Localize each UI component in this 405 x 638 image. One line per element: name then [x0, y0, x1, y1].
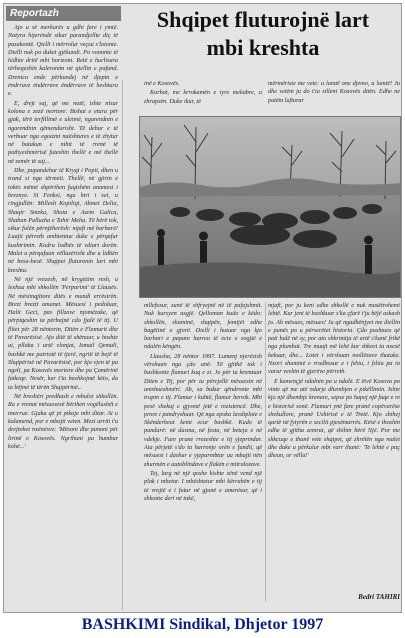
headline-line-1: Shqipet fluturojnë lart — [156, 7, 370, 32]
paragraph: mllefosur, zunë të shfryejnë në të pafajshmit. Nuk kursyen asgjë. Qelloman kudo e këdo: shkollën, shaminë, shqipën, femijët edhe bagëtinë e gjorë. Dielli i hutuar nga kjo barbari e papare harrea të ecte e zogjtë e ndalën këngën. — [144, 302, 262, 351]
article-column-2-top — [144, 80, 262, 112]
photo-image — [140, 117, 401, 298]
article-column-1 — [8, 24, 118, 611]
headline — [126, 6, 400, 74]
article-column-3-bottom — [268, 302, 400, 584]
paragraph: inë e Kosovës. — [144, 80, 180, 87]
funeral-photo — [139, 116, 401, 298]
author-byline: Bedri TAHIRI — [358, 593, 400, 601]
paragraph: Korbat, me krrokamën e tyre mekabre, u zhrapsën. Duke ikur, të — [144, 89, 262, 105]
paragraph: Dhe, pupandehur të Kryqi i Popit, dhen u trand si nga tërmeti. Thellë, në gjirin e tokës mëmë shpërthen fuqishëm anamesi i breznye. Si Fenksi, nga hiri i vet, u ringjallën: Millesh Kopiliqi, Ahmet Delia, Shaqir Smeka, Shota e Azem Galica, Shaban Palluzha e Tahir Meha. Të bërë tok, sikur folën përnjëherësh: mjaft më barbarë! Luajti përreth ambientue duke e përqafur kushtrimin. Kodra lodhës të vdiart dorën. Malet u përqafuan vëllazërisht dhe u lidhën në besa-besë. Shqipet fluturonin lart mbi kreshta. — [8, 167, 118, 274]
paragraph: Në breshëri predhash e mbuloi shkollën. Ra e vrenat mësuesesë bërthen vogëlushët e tmerrue. Gjaku që pi pikoje mbi ditar. Ai u kalamend, por e mbajti veten. Mezi arriti t'u drejtohet nxënësve: 'Mësoni dhe punoni për lirinë e Kosovës. Ngrihuni pa humbur kohë...' — [8, 393, 118, 450]
paragraph: mjaft, por ju keni edhe shkollë e nuk masëtrohemi lehtë. Kur jeni të bashkuar s'ka çfarë t'ju bëjë askush jo. Ah mësues, mësues! Ju që ngadhënjyet me diellin e punës po u përserëtet historia. Çdo pushtues që pati halë në sy, por ato shkrimtja të artë s'kanë frikë nga plumbat. Tre muajt më lehë kur shkovi ta nxesë bekuar, dhe... Lotet i vërshuan mollëzave thatake. Nxori shaminë e rrudhosur e i fshiu, i fshiu pa ia varur veshin të gjerëve përreth. — [268, 302, 400, 376]
headline-line-2: mbi kreshta — [206, 35, 320, 60]
article-column-3-top — [268, 80, 400, 112]
column-rule — [265, 302, 266, 602]
paragraph: E, drejt saj, që me natë, ishte nisur kolona e zezë mortore. Bishat e etura për gjak, tërë terfillimë e uleimë, ngarendnin e ngarendnin qëmendurisht. Të dehur e të verbuar nga egoizmi naështures e të zhytur në batakun e nihit të rrenë të pathyeshmërisë futeshin thellë e më thellë në zemër të saj... — [8, 99, 118, 165]
paragraph: Në një vrezesh, në krygëzim resh, u lexhua mbi shkollën 'Perparimi' të Llausës. Në mësimqjitore ditës e mundi errësirën. Brezi brezit amanet. Mësuesi i pedoluar, Halit Geci, pas fillzave njomëzake, që përpiqeshin ta përbajnë cdo fjalë të tij. U flitet për 28 nëntorin, Ditën e Flamurit dhe të Pavarësisë. Ajo ditë të shënuar, u hoshte ai, pllaka i urtë vlonjat, Ismail Qemali, bashkë me patriotë të tjerë, ngriti të bejë të Shqipërisë në Pavarësisë, por kjo vjen të pa ngeli, pa Kosovës mortore dhe pa Çamërinë fatkeqe. Nesër, kur t'ia bashkojmë këto, do ta bëjmë të tërën Shqipërinë... — [8, 275, 118, 391]
paragraph: E kumençjë ndalnin pa u ndalë. E ëtvë Kosova po vinte që me atë ndarje dhembjen e pikëllimin. Ishte kjo një dhembje krenare, sepse po hapej një faqe e re e historisë sonë. Flamuri ynë fare pranë copëvarëse shekullore, pranë Ushtrisë e të Tretë. Kjo shihej qartë në fytyrën e secilit pjesëmarrës. Kësë e thoshin edhe të gjitha zemrat, që shihin bërë Një. Por me shkcuqe e thanë vete shqipet, që zhrëtën nga malet dhe duke u përkulur mbi varr thanë: 'Te lehtë e paç dheun, or vëlla!' — [268, 377, 400, 460]
column-rule — [122, 80, 123, 610]
source-caption: BASHKIMI Sindikal, Dhjetor 1997 — [81, 616, 324, 633]
paragraph: Tej, larg në një qoshe kishte zënë vend një plak i mbetur. I mbështetur mbi kërrabën e tij të vrojtë e i futur në gjunë e amenisur, që i shkonte deri në tokë, — [144, 469, 262, 502]
paragraph: Llausha, 28 nëntor 1997. Lumenj njerëzish vërshuan nga çdo anë. Të gjithë tok i bashkonte flamuri kuq e zi. Jo për ta kremtuar Diten e Tij, por për ta përcjellë mësuesin në amshueshmëri. Ah, sa bukur qëndronte mbi trupin e tij. Flamur i kuhtë, flamur heroik. Mbi pesë shekuj e gjysmë jetë e rezistencë. Dhe, prore i pandryshuar. Që nga epoka lavdiplote e Skënderbeut kemi ecur bashkë. Kudo të pandarë: në dasma, në festa, në beteja e në vdekje. Fare prane rrezeshte e tij yjeprindar. Ata përjetë s'do ta harronje orën e fundit, që mësuesi i dashur e yjeparmbtar ua mbajti nën zhurmën e autoblindave e flakën e mitralozave. — [144, 352, 262, 468]
paragraph: mërmëriste me vete: u lumtë one djemo, u lumtë! Ju dhe vetëm ju do t'ia silleni Kosovës ditën. Edhe ne patëm lufturar — [268, 80, 400, 104]
section-tag: Reportazh — [6, 6, 121, 21]
article-column-2-bottom — [144, 302, 262, 602]
paragraph: Ajo u së merkurës u gdhi fare i ymtë. Natyra hijerëndë sikur parandjellte diç të pazakontë. Qielli i mërrolur veçsa s'lotonte. Dielli nuk po duket gjëkundi. Po vononte të hidhte dritë mbi horizont. Retë e hurlisura tërheqeshin kaleronim në qiellin e pafund. Drenica ende përkundej në djepin e ëndrrave ëndërrave ëndërrave të heshtura e. — [8, 24, 118, 98]
newspaper-clipping — [3, 3, 402, 613]
